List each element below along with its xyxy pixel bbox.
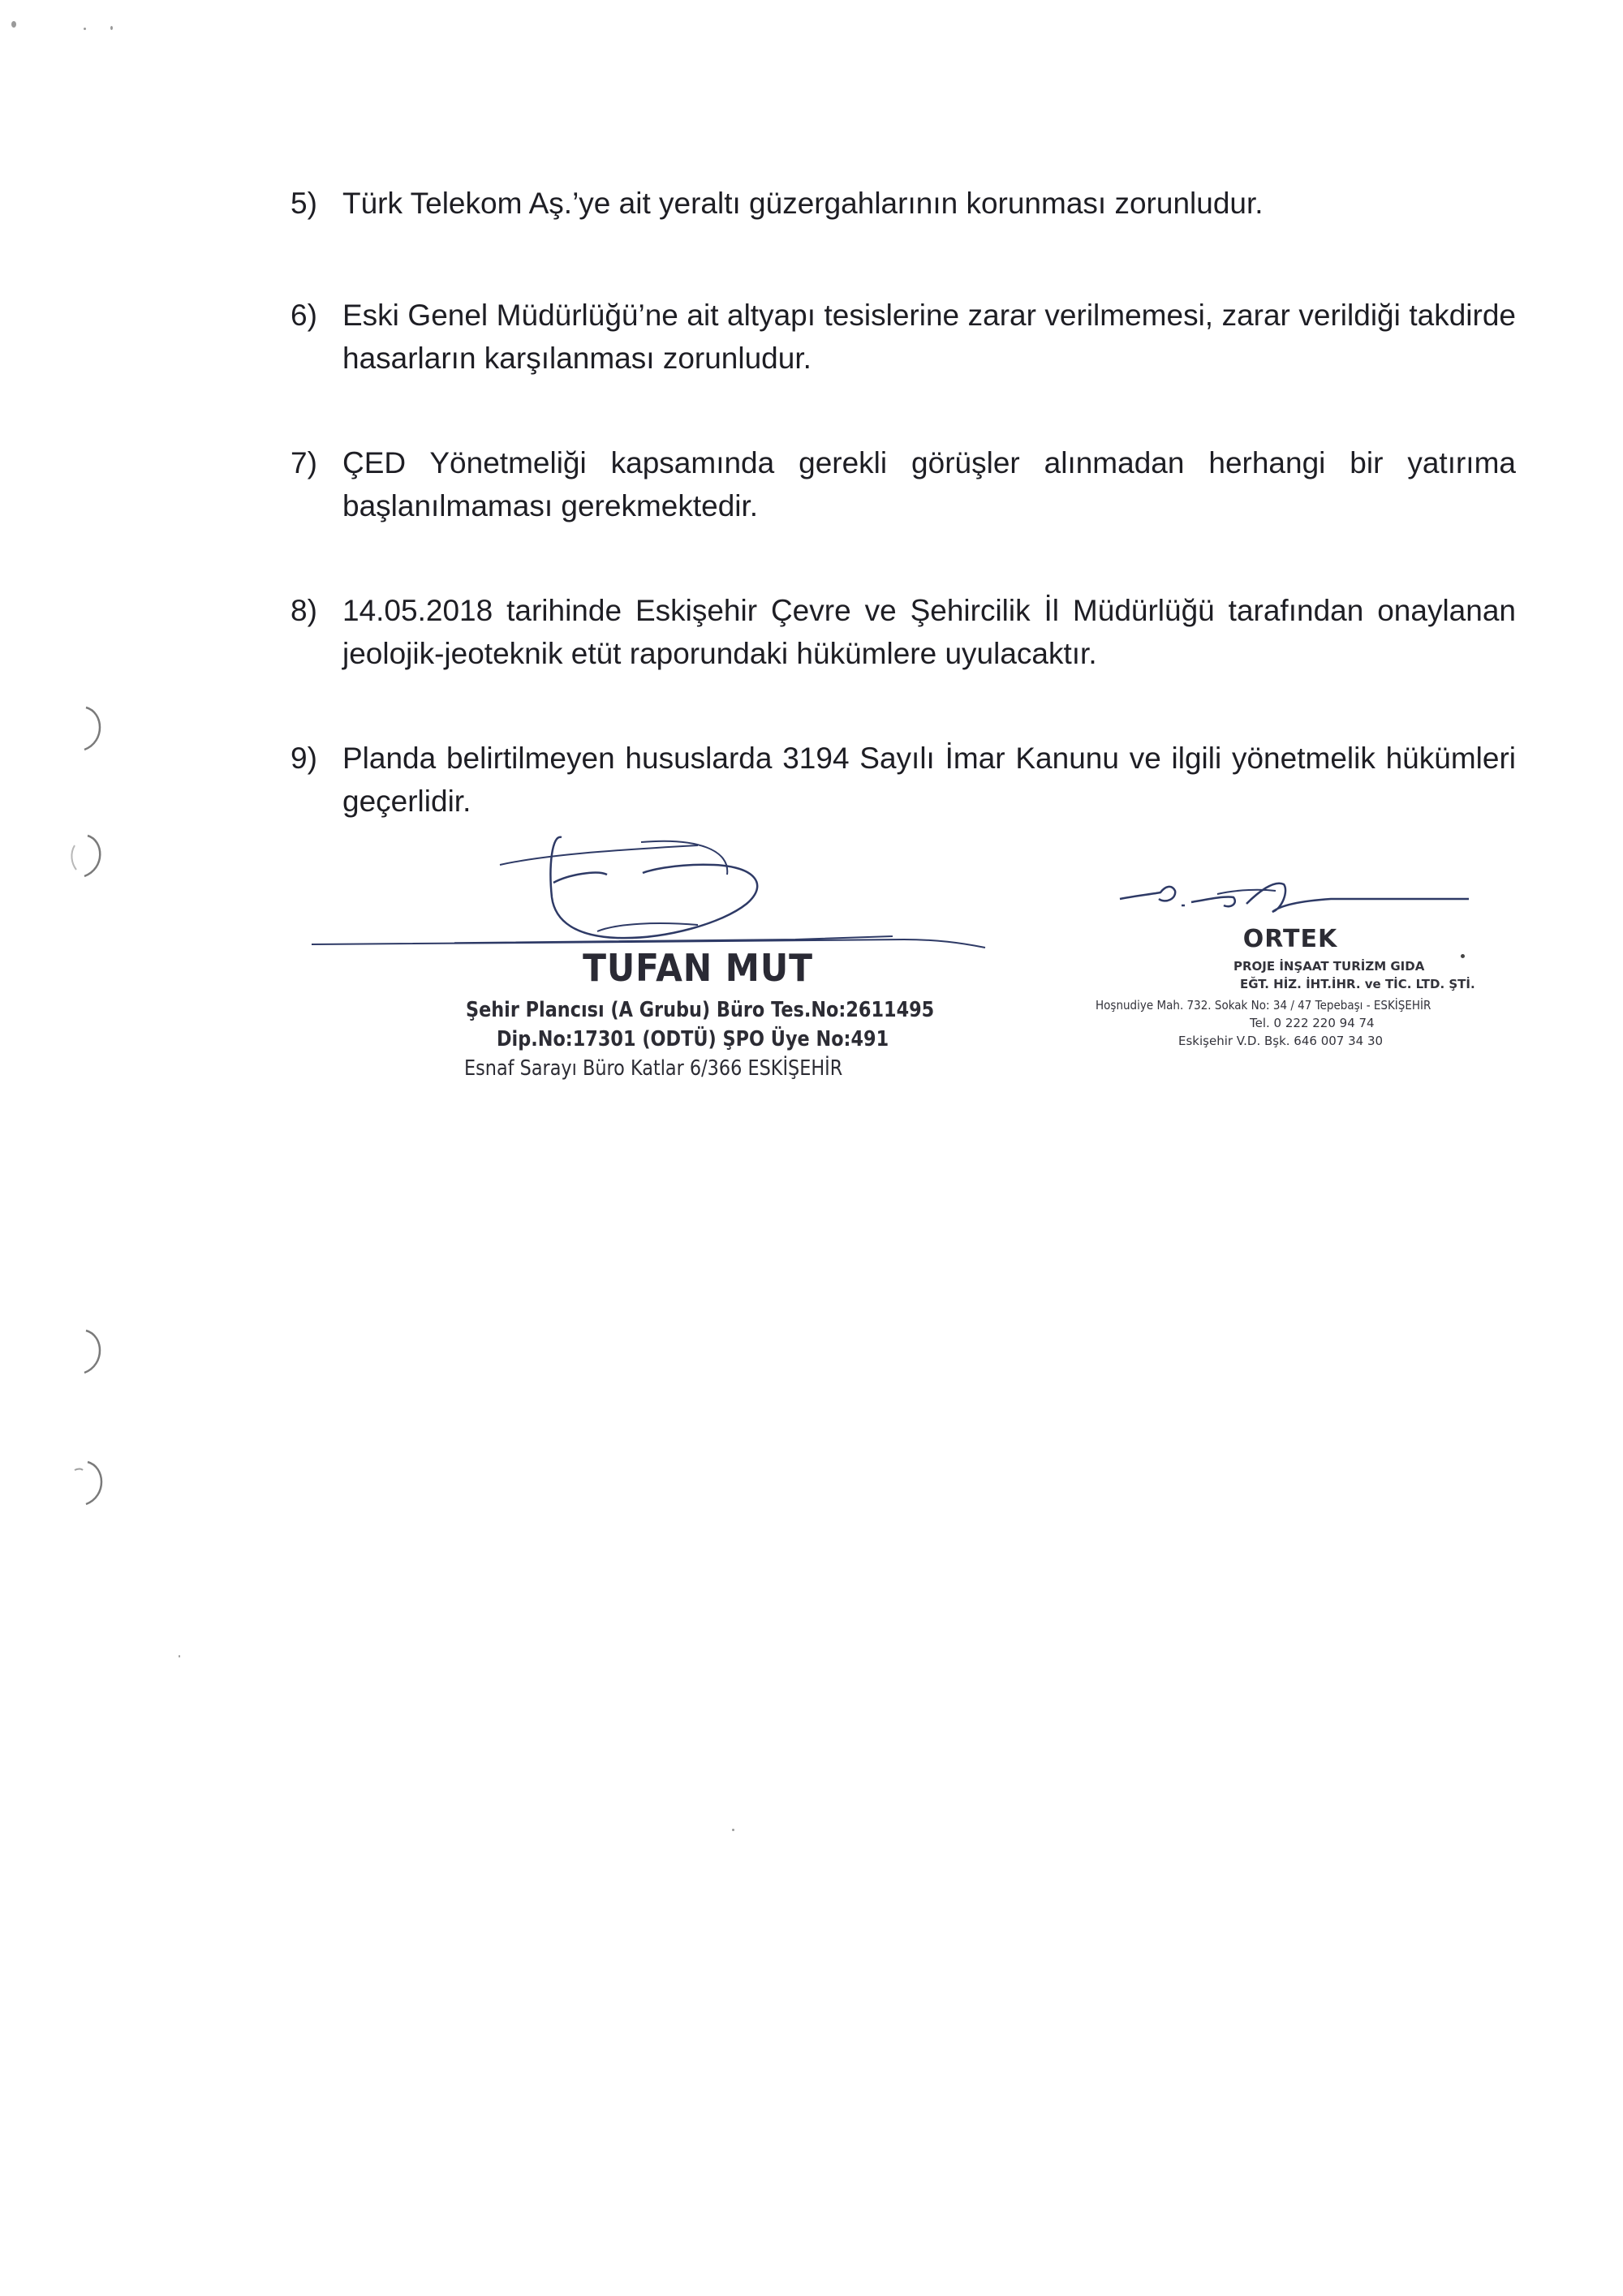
punch-hole-mark xyxy=(78,704,110,753)
planner-address-line: Esnaf Sarayı Büro Katlar 6/366 ESKİŞEHİR xyxy=(464,1056,843,1081)
scan-speck xyxy=(110,26,113,30)
company-type-line: PROJE İNŞAAT TURİZM GIDA xyxy=(1233,959,1425,974)
clause-text: 14.05.2018 tarihinde Eskişehir Çevre ve Şehircilik İl Müdürlüğü tarafından onaylanan jeolojik-jeoteknik etüt raporundaki hükümlere uyulacaktır. xyxy=(342,594,1516,670)
scan-speck xyxy=(11,21,16,28)
clause-8 xyxy=(291,589,1516,675)
planner-name: TUFAN MUT xyxy=(583,946,813,990)
company-name: ORTEK xyxy=(1242,925,1338,953)
clause-number: 8) xyxy=(291,594,317,627)
scan-speck xyxy=(84,28,86,30)
planner-stamp xyxy=(454,826,935,1094)
company-legal-line: EĞT. HİZ. İHT.İHR. ve TİC. LTD. ŞTİ. xyxy=(1240,977,1475,991)
planner-title-line: Şehir Plancısı (A Grubu) Büro Tes.No:2611495 xyxy=(466,998,935,1022)
clause-text: Eski Genel Müdürlüğü’ne ait altyapı tesislerine zarar verilmemesi, zarar verildiği takdirde hasarların karşılanması zorunludur. xyxy=(342,299,1516,375)
clause-text: Planda belirtilmeyen hususlarda 3194 Sayılı İmar Kanunu ve ilgili yönetmelik hükümleri geçerlidir. xyxy=(342,742,1516,818)
company-tax-line: Eskişehir V.D. Bşk. 646 007 34 30 xyxy=(1178,1034,1384,1048)
clause-9 xyxy=(291,737,1516,823)
signature-underline xyxy=(312,933,993,957)
clause-text: Türk Telekom Aş.’ye ait yeraltı güzergahlarının korunması zorunludur. xyxy=(342,187,1264,220)
punch-hole-mark xyxy=(78,1327,110,1376)
clause-text: ÇED Yönetmeliği kapsamında gerekli görüşler alınmadan herhangi bir yatırıma başlanılmaması gerekmektedir. xyxy=(342,446,1516,522)
clause-5 xyxy=(291,182,1516,225)
clause-number: 9) xyxy=(291,742,317,775)
clause-number: 5) xyxy=(291,187,317,220)
punch-hole-mark xyxy=(65,831,114,879)
company-address-line: Hoşnudiye Mah. 732. Sokak No: 34 / 47 Tepebaşı - ESKİŞEHİR xyxy=(1096,998,1431,1013)
scan-speck xyxy=(179,1655,180,1658)
planner-diploma-line: Dip.No:17301 (ODTÜ) ŞPO Üye No:491 xyxy=(497,1027,889,1051)
clause-6 xyxy=(291,294,1516,380)
clause-number: 6) xyxy=(291,299,317,332)
scan-speck xyxy=(732,1829,734,1831)
clause-number: 7) xyxy=(291,446,317,479)
company-stamp xyxy=(1087,876,1493,1079)
punch-hole-mark xyxy=(68,1459,114,1507)
company-signature xyxy=(1087,876,1493,925)
scan-speck xyxy=(1461,954,1465,958)
clause-7 xyxy=(291,441,1516,527)
company-phone-line: Tel. 0 222 220 94 74 xyxy=(1250,1016,1375,1030)
